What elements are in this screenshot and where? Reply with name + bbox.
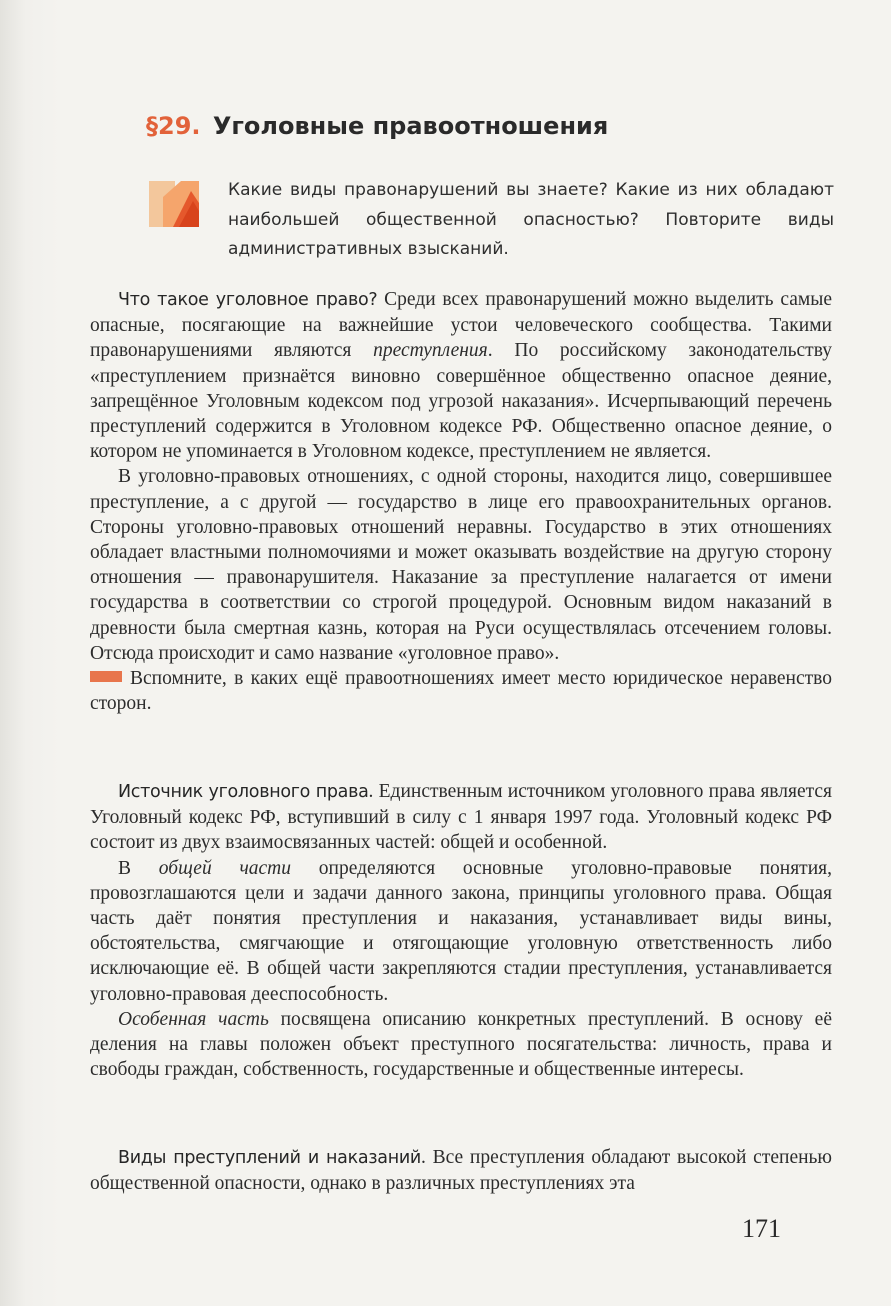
section-types-of-crimes: [90, 1145, 832, 1196]
paragraph: Виды преступлений и наказаний. Все преступления обладают высокой степенью общественной опасности, однако в различных преступлениях эта: [90, 1147, 832, 1195]
subheading: Источник уголовного права: [118, 782, 369, 802]
section-number: §29.: [146, 112, 201, 140]
remember-marker-icon: [90, 671, 122, 682]
paragraph: Источник уголовного права. Единственным источником уголовного права является Уголовный кодекс РФ, вступивший в силу с 1 января 1997 года. Уголовный кодекс РФ состоит из двух взаимосвязанных частей: общей и особенной.: [90, 781, 832, 854]
paragraph: В уголовно-правовых отношениях, с одной стороны, находится лицо, совершившее преступление, а с другой — государство в лице его правоохранительных органов. Стороны уголовно-правовых отношений неравны. Государство в этих отношениях обладает властными полномочиями и может оказывать воздействие на другую сторону отношения — правонарушителя. Наказание за преступление налагается от имени государства в соответствии со строгой процедурой. Основным видом наказаний в древности была смертная казнь, которая на Руси осуществлялась отсечением головы. Отсюда происходит и само название «уголовное право».: [90, 466, 832, 664]
paragraph: В общей части определяются основные уголовно-правовые понятия, провозглашаются цели и задачи данного закона, принципы уголовного права. Общая часть даёт понятия преступления и наказания, устанавливает виды вины, обстоятельства, смягчающие и отягощающие уголовную ответственность либо исключающие её. В общей части закрепляются стадии преступления, устанавливается уголовно-правовая дееспособность.: [90, 857, 832, 1005]
paragraph: Особенная часть посвящена описанию конкретных преступлений. В основу её деления на главы положен объект преступного посягательства: личность, права и свободы граждан, собственность, государственные и общественные интересы.: [90, 1008, 832, 1081]
question-icon: [149, 181, 199, 227]
remember-task: Вспомните, в каких ещё правоотношениях имеет место юридическое неравенство сторон.: [90, 668, 832, 715]
paragraph: Что такое уголовное право? Среди всех правонарушений можно выделить самые опасные, посягающие на важнейшие устои человеческого сообщества. Такими правонарушениями являются преступления. По российскому законодательству «преступлением признаётся виновно совершённое общественно опасное деяние, запрещённое Уголовным кодексом под угрозой наказания». Исчерпывающий перечень преступлений содержится в Уголовном кодексе РФ. Общественно опасное деяние, о котором не упоминается в Уголовном кодексе, преступлением не является.: [90, 289, 832, 463]
page-number: 171: [742, 1214, 781, 1243]
section-heading: [146, 112, 608, 140]
subheading: Виды преступлений и наказаний: [118, 1148, 422, 1168]
term: преступления: [373, 340, 488, 362]
intro-questions: Какие виды правонарушений вы знаете? Какие из них обладают наибольшей общественной опасностью? Повторите виды административных взысканий.: [228, 180, 834, 259]
section-source-of-criminal-law: [90, 779, 832, 1082]
term: Особенная часть: [118, 1008, 269, 1030]
subheading: Что такое уголовное право?: [118, 290, 378, 310]
section-title: Уголовные правоотношения: [212, 112, 609, 140]
section-what-is-criminal-law: [90, 287, 832, 716]
term: общей части: [158, 857, 291, 879]
